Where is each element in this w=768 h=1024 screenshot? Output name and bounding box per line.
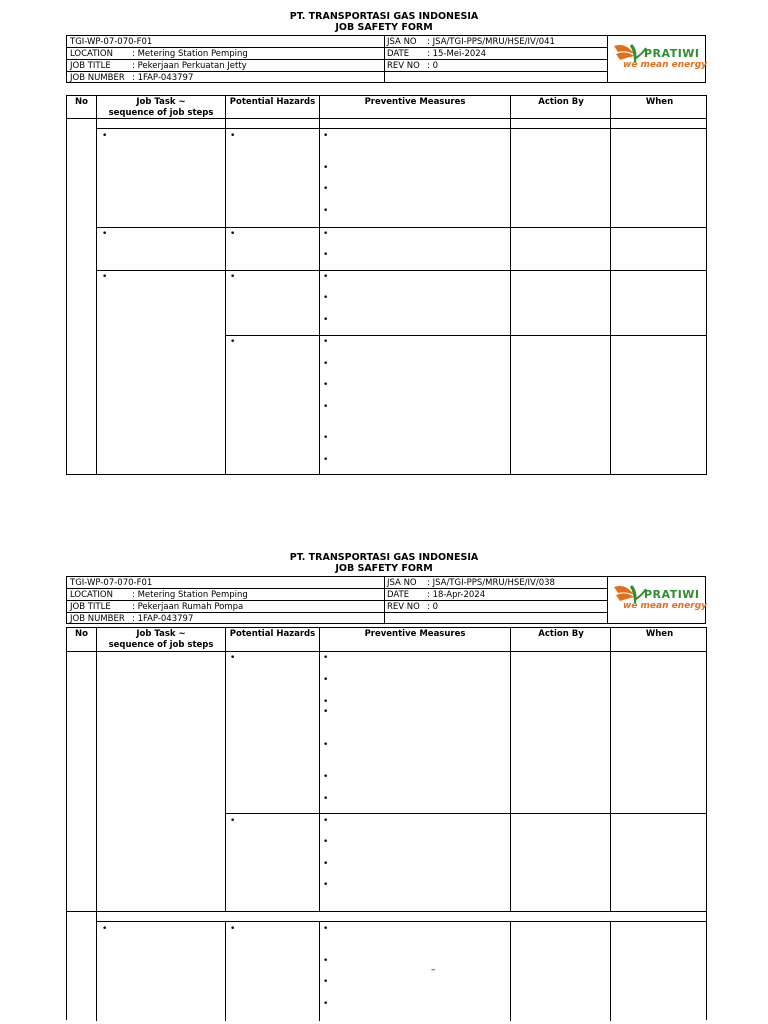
- col-hazards: Potential Hazards: [229, 629, 316, 639]
- bullet: •: [102, 924, 108, 934]
- bullet: •: [230, 272, 236, 282]
- bullet: •: [323, 924, 329, 934]
- col-when: When: [645, 97, 674, 107]
- bullet: •: [323, 184, 329, 194]
- pratiwi-logo: PRATIWI we mean energy: [610, 579, 705, 619]
- bullet: •: [323, 816, 329, 826]
- bullet: •: [230, 816, 236, 826]
- pratiwi-logo: PRATIWI we mean energy: [610, 38, 705, 78]
- rev-no: REV NO : 0: [387, 61, 438, 71]
- bullet: •: [323, 772, 329, 782]
- company-title: PT. TRANSPORTASI GAS INDONESIA: [289, 552, 479, 563]
- bullet: •: [323, 859, 329, 869]
- bullet: •: [323, 315, 329, 325]
- location: LOCATION : Metering Station Pemping: [70, 49, 248, 59]
- bullet: •: [323, 272, 329, 282]
- bullet: •: [230, 337, 236, 347]
- bullet: •: [102, 272, 108, 282]
- col-action-by: Action By: [538, 97, 584, 107]
- col-no: No: [75, 97, 88, 107]
- jsa-no: JSA NO : JSA/TGI-PPS/MRU/HSE/IV/041: [387, 37, 555, 47]
- header-block: [66, 576, 706, 624]
- bullet: •: [323, 977, 329, 987]
- job-number: JOB NUMBER : 1FAP-043797: [70, 73, 194, 83]
- bullet: •: [323, 359, 329, 369]
- bullet: •: [323, 380, 329, 390]
- bullet: •: [323, 293, 329, 303]
- bullet: •: [323, 794, 329, 804]
- col-measures: Preventive Measures: [364, 97, 466, 107]
- job-title: JOB TITLE : Pekerjaan Perkuatan Jetty: [70, 61, 247, 71]
- header-block: [66, 35, 706, 83]
- bullet: •: [323, 999, 329, 1009]
- bullet: •: [323, 402, 329, 412]
- date: DATE : 18-Apr-2024: [387, 590, 486, 600]
- bullet: •: [323, 337, 329, 347]
- bullet: •: [323, 740, 329, 750]
- bullet: •: [323, 697, 329, 707]
- bullet: •: [102, 229, 108, 239]
- bullet: •: [230, 131, 236, 141]
- bullet: •: [230, 924, 236, 934]
- col-measures: Preventive Measures: [364, 629, 466, 639]
- jsa-no: JSA NO : JSA/TGI-PPS/MRU/HSE/IV/038: [387, 578, 555, 588]
- bullet: •: [323, 455, 329, 465]
- jsa-table: [66, 95, 707, 475]
- location: LOCATION : Metering Station Pemping: [70, 590, 248, 600]
- dash-mark: –: [431, 965, 436, 975]
- bullet: •: [323, 250, 329, 260]
- col-job-task: Job Task ~ sequence of job steps: [108, 629, 214, 650]
- bullet: •: [323, 675, 329, 685]
- form-title: JOB SAFETY FORM: [335, 563, 433, 574]
- bullet: •: [323, 206, 329, 216]
- bullet: •: [323, 229, 329, 239]
- col-job-task: Job Task ~ sequence of job steps: [108, 97, 214, 118]
- bullet: •: [230, 229, 236, 239]
- form-title: JOB SAFETY FORM: [335, 22, 433, 33]
- col-action-by: Action By: [538, 629, 584, 639]
- doc-code: TGI-WP-07-070-F01: [70, 37, 153, 47]
- doc-code: TGI-WP-07-070-F01: [70, 578, 153, 588]
- bullet: •: [102, 131, 108, 141]
- bullet: •: [323, 163, 329, 173]
- bullet: •: [323, 707, 329, 717]
- bullet: •: [323, 880, 329, 890]
- bullet: •: [323, 837, 329, 847]
- company-title: PT. TRANSPORTASI GAS INDONESIA: [289, 11, 479, 22]
- date: DATE : 15-Mei-2024: [387, 49, 487, 59]
- bullet: •: [323, 653, 329, 663]
- bullet: •: [323, 956, 329, 966]
- job-number: JOB NUMBER : 1FAP-043797: [70, 614, 194, 624]
- col-hazards: Potential Hazards: [229, 97, 316, 107]
- job-title: JOB TITLE : Pekerjaan Rumah Pompa: [70, 602, 244, 612]
- jsa-table: [66, 627, 707, 1020]
- bullet: •: [323, 433, 329, 443]
- bullet: •: [230, 653, 236, 663]
- bullet: •: [323, 131, 329, 141]
- col-no: No: [75, 629, 88, 639]
- rev-no: REV NO : 0: [387, 602, 438, 612]
- col-when: When: [645, 629, 674, 639]
